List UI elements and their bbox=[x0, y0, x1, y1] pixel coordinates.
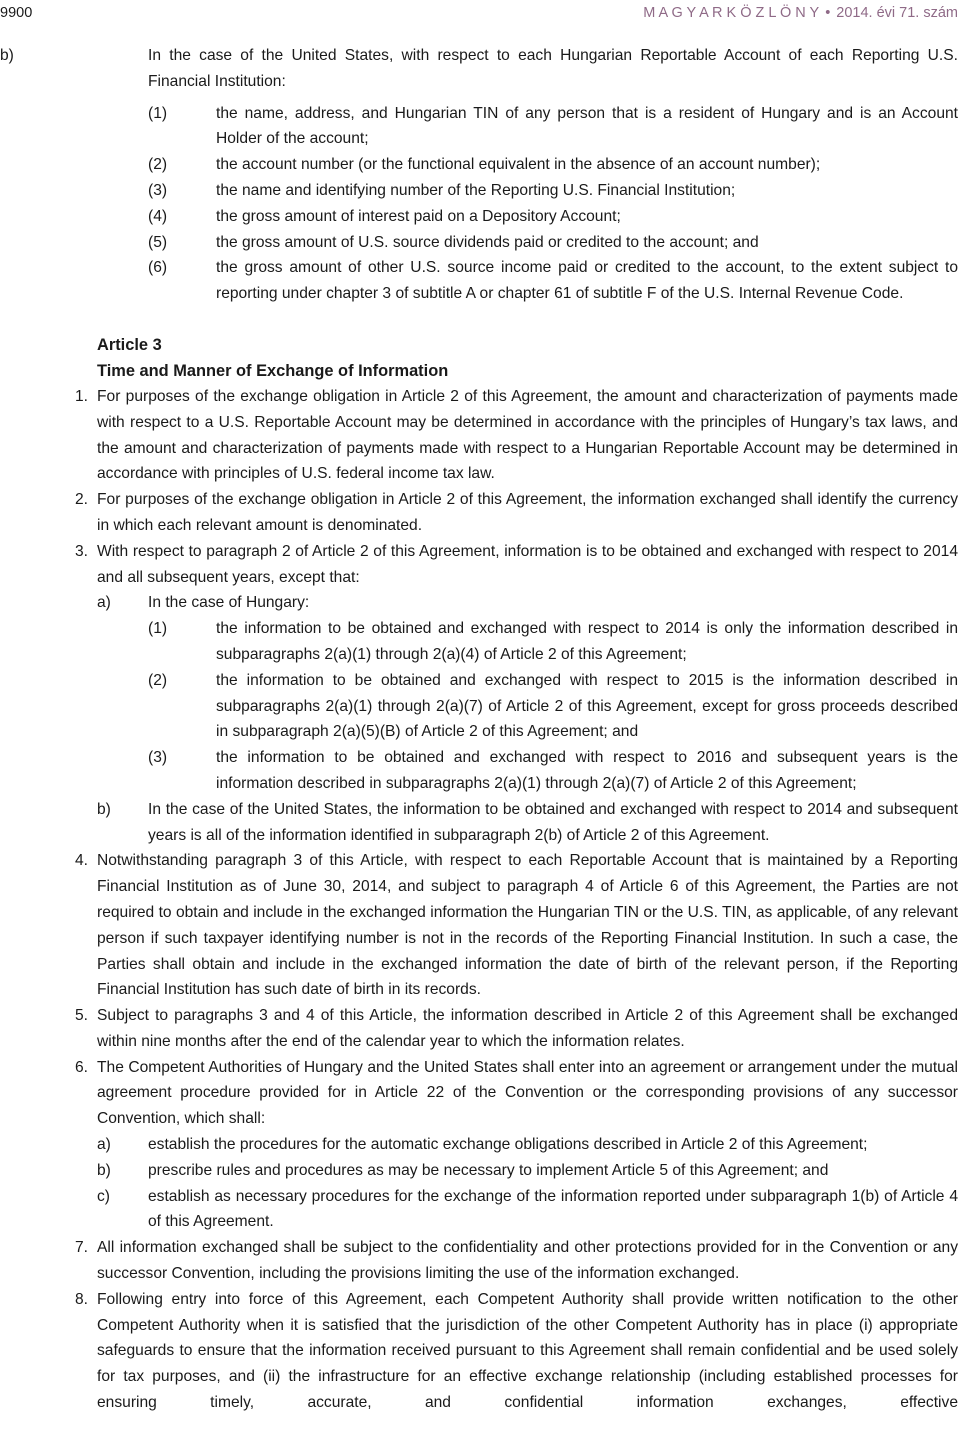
item-text: Notwithstanding paragraph 3 of this Article, with respect to each Reportable Account that is maintained by a Reporting Financial Institution as of June 30, 2014, and subject to paragraph 4 of Article 6 of this Agreement, the Parties are not required to obtain and include in the exchanged information the Hungarian TIN or the U.S. TIN, as applicable, of any relevant person if such taxpayer identifying number is not in the records of the Reporting Financial Institution. In such a case, the Parties shall obtain and include in the exchanged information the date of birth of the relevant person, if the Reporting Financial Institution has such date of birth in its records. bbox=[97, 852, 958, 999]
item-text: For purposes of the exchange obligation in Article 2 of this Agreement, the amount and characterization of payments made with respect to a U.S. Reportable Account may be determined in accordance with the principles of Hungary’s tax laws, and the amount and characterization of payments made with respect to a Hungarian Reportable Account may be determined in accordance with principles of U.S. federal income tax law. bbox=[97, 387, 958, 483]
item-label: 1. bbox=[75, 387, 89, 405]
item-label: (6) bbox=[148, 259, 168, 277]
item-text: All information exchanged shall be subject to the confidentiality and other protections provided for in the Convention or any successor Convention, including the provisions limiting the use of the information exchanged. bbox=[97, 1239, 958, 1283]
paragraph-7 bbox=[75, 1235, 958, 1287]
item-text: the name and identifying number of the Reporting U.S. Financial Institution; bbox=[216, 181, 736, 199]
item-label: (1) bbox=[148, 104, 168, 122]
item-label: 4. bbox=[75, 852, 89, 870]
paragraph-8 bbox=[75, 1287, 958, 1416]
item-text: The Competent Authorities of Hungary and the United States shall enter into an agreement or arrangement under the mutual agreement procedure provided for in Article 22 of the Convention or the corresponding provisions of any successor Convention, which shall: bbox=[97, 1058, 958, 1128]
subparagraph-b-us bbox=[0, 43, 958, 95]
list-item bbox=[148, 230, 958, 256]
item-text: establish the procedures for the automatic exchange obligations described in Article 2 of this Agreement; bbox=[148, 1136, 868, 1154]
paragraph-6 bbox=[75, 1055, 958, 1132]
list-item bbox=[148, 616, 958, 668]
item-text: Following entry into force of this Agreement, each Competent Authority shall provide written notification to the other Competent Authority when it is satisfied that the jurisdiction of the other Competent Authority has in place (i) appropriate safeguards to ensure that the information received pursuant to this Agreement shall remain confidential and be used solely for tax purposes, and (ii) the infrastructure for an effective exchange relationship (including established processes for ensuring timely, accurate, and confidential information exchanges, effective bbox=[97, 1290, 958, 1412]
article-number: Article 3 bbox=[97, 335, 162, 354]
item-text: the name, address, and Hungarian TIN of any person that is a resident of Hungary and is an Account Holder of the account; bbox=[216, 104, 958, 148]
item-label: 7. bbox=[75, 1239, 89, 1257]
running-header bbox=[643, 3, 958, 23]
item-label: b) bbox=[0, 47, 14, 64]
list-item bbox=[97, 1132, 958, 1158]
list-item bbox=[148, 255, 958, 307]
list-item bbox=[148, 668, 958, 745]
item-text: With respect to paragraph 2 of Article 2 of this Agreement, information is to be obtained and exchanged with respect to 2014 and all subsequent years, except that: bbox=[97, 542, 958, 586]
item-label: 5. bbox=[75, 1007, 89, 1025]
item-text: Subject to paragraphs 3 and 4 of this Article, the information described in Article 2 of this Agreement shall be exchanged within nine months after the end of the calendar year to which the information relates. bbox=[97, 1007, 958, 1050]
item-label: 3. bbox=[75, 542, 89, 560]
item-text: In the case of the United States, with respect to each Hungarian Reportable Account of each Reporting U.S. Financial Institution: bbox=[148, 47, 958, 90]
item-label: (1) bbox=[148, 620, 168, 638]
list-item bbox=[148, 745, 958, 797]
header-bullet: • bbox=[825, 5, 831, 21]
item-text: establish as necessary procedures for the exchange of the information reported under subparagraph 1(b) of Article 4 of this Agreement. bbox=[148, 1187, 958, 1231]
item-text: the gross amount of other U.S. source income paid or credited to the account, to the extent subject to reporting under chapter 3 of subtitle A or chapter 61 of subtitle F of the U.S. Internal Revenue Code. bbox=[216, 259, 958, 303]
item-text: the information to be obtained and exchanged with respect to 2015 is the information described in subparagraphs 2(a)(1) through 2(a)(7) of Article 2 of this Agreement, except for gross proceeds described in subparagraph 2(a)(5)(B) of Article 2 of this Agreement; and bbox=[216, 671, 958, 741]
paragraph-4 bbox=[75, 848, 958, 1003]
list-item bbox=[148, 152, 958, 178]
item-label: (3) bbox=[148, 181, 168, 199]
document-body bbox=[0, 43, 960, 1416]
item-text: the gross amount of U.S. source dividends paid or credited to the account; and bbox=[216, 233, 759, 251]
item-text: For purposes of the exchange obligation in Article 2 of this Agreement, the information exchanged shall identify the currency in which each relevant amount is denominated. bbox=[97, 491, 958, 534]
item-text: the information to be obtained and exchanged with respect to 2016 and subsequent years is the information described in subparagraphs 2(a)(1) through 2(a)(7) of Article 2 of this Agreement; bbox=[216, 749, 958, 792]
paragraph-5 bbox=[75, 1003, 958, 1055]
list-item bbox=[148, 204, 958, 230]
subparagraph-3b bbox=[97, 797, 958, 849]
page-number: 9900 bbox=[0, 5, 33, 21]
item-label: (3) bbox=[148, 749, 168, 767]
paragraph-3 bbox=[75, 539, 958, 591]
paragraph-1 bbox=[75, 384, 958, 487]
item-label: 8. bbox=[75, 1290, 89, 1308]
item-label: 2. bbox=[75, 491, 89, 509]
list-item bbox=[148, 101, 958, 153]
list-item bbox=[97, 1184, 958, 1236]
item-label: a) bbox=[97, 594, 111, 612]
item-label: (4) bbox=[148, 207, 168, 225]
article-title: Time and Manner of Exchange of Information bbox=[97, 361, 449, 380]
item-label: (5) bbox=[148, 233, 168, 251]
item-text: In the case of Hungary: bbox=[148, 594, 310, 612]
paragraph-2 bbox=[75, 487, 958, 539]
item-text: the gross amount of interest paid on a Depository Account; bbox=[216, 207, 621, 225]
list-item bbox=[97, 1158, 958, 1184]
item-text: the account number (or the functional equivalent in the absence of an account number); bbox=[216, 156, 821, 174]
item-label: a) bbox=[97, 1136, 111, 1154]
item-label: b) bbox=[97, 1161, 111, 1179]
item-label: 6. bbox=[75, 1058, 89, 1076]
item-text: In the case of the United States, the information to be obtained and exchanged with respect to 2014 and subsequent years is all of the information identified in subparagraph 2(b) of Article 2 of this Agreement. bbox=[148, 800, 958, 844]
item-text: prescribe rules and procedures as may be necessary to implement Article 5 of this Agreement; and bbox=[148, 1161, 829, 1179]
item-text: the information to be obtained and exchanged with respect to 2014 is only the information described in subparagraphs 2(a)(1) through 2(a)(4) of Article 2 of this Agreement; bbox=[216, 620, 958, 663]
issue-label: 2014. évi 71. szám bbox=[836, 5, 958, 21]
item-label: c) bbox=[97, 1187, 110, 1205]
item-label: (2) bbox=[148, 671, 168, 689]
journal-title: M A G Y A R K Ö Z L Ö N Y bbox=[643, 5, 820, 21]
page-header bbox=[0, 3, 960, 25]
item-label: (2) bbox=[148, 156, 168, 174]
item-label: b) bbox=[97, 800, 111, 818]
subparagraph-3a bbox=[97, 590, 958, 616]
list-item bbox=[148, 178, 958, 204]
